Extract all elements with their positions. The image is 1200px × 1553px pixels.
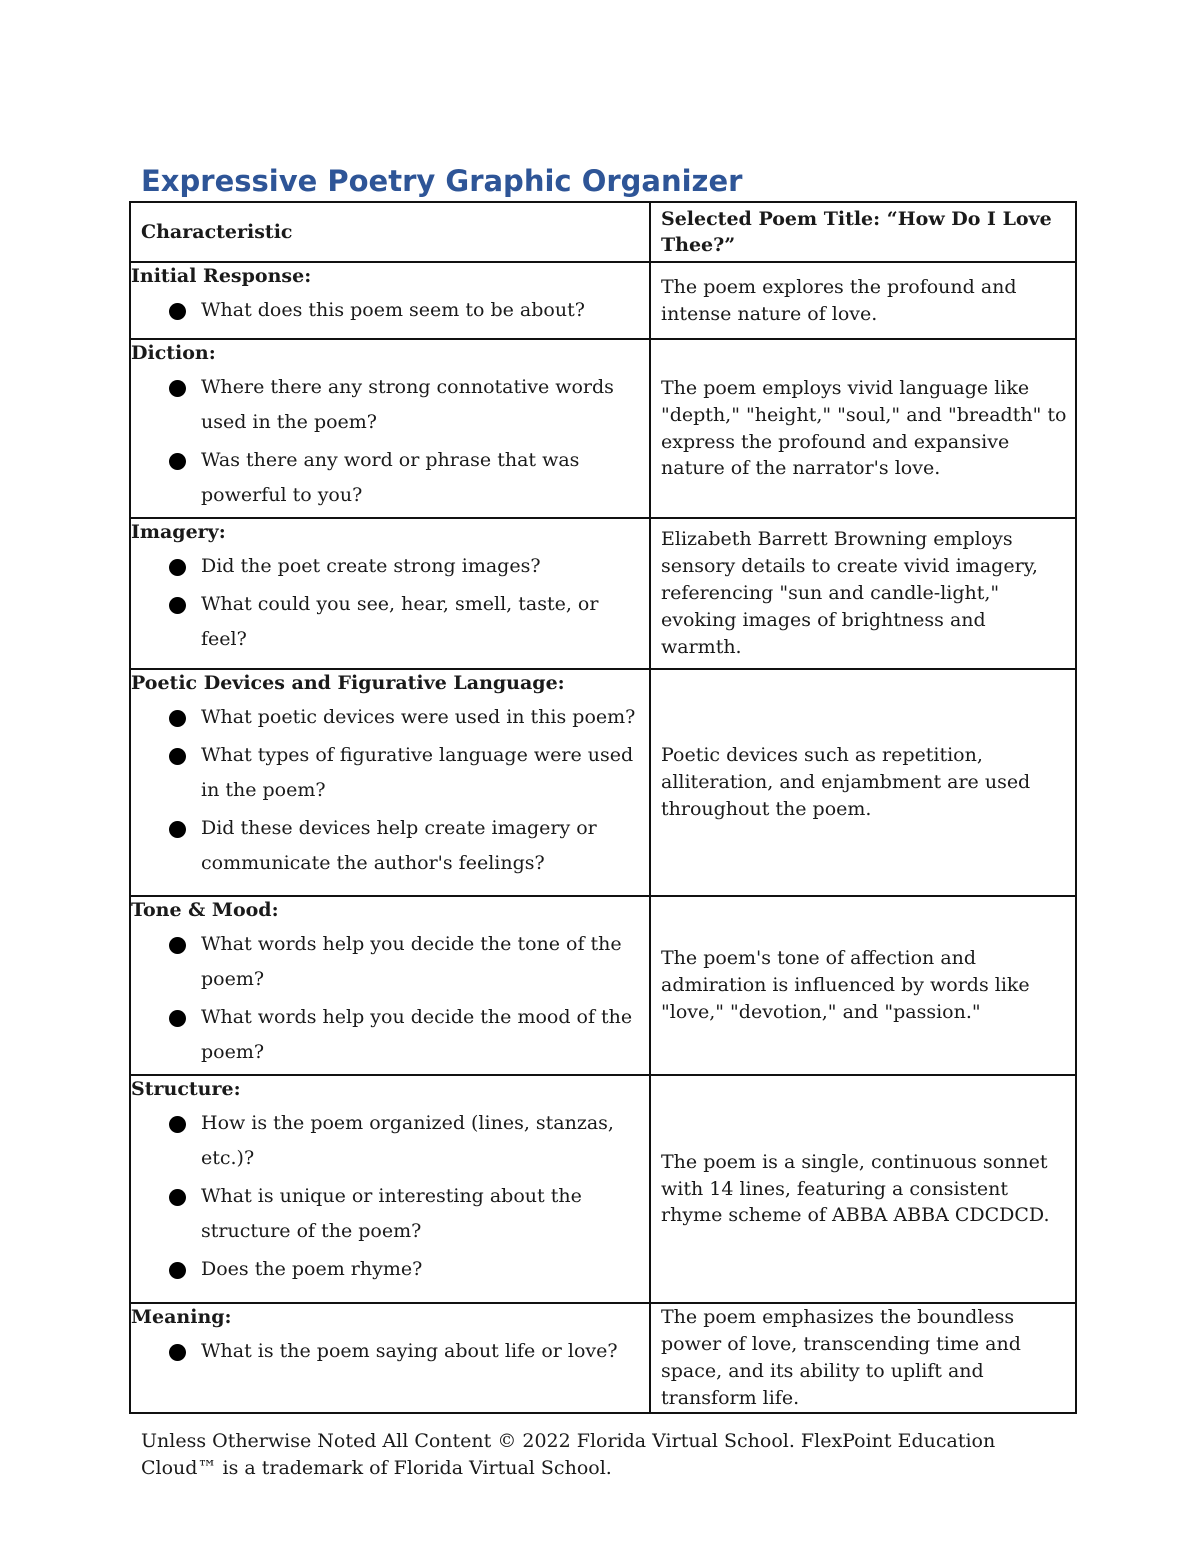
answer-cell[interactable]: The poem is a single, continuous sonnet with 14 lines, featuring a consistent rhyme scheme of ABBA ABBA CDCDCD. (650, 1075, 1076, 1303)
answer-cell[interactable]: Elizabeth Barrett Browning employs sensory details to create vivid imagery, referencing "sun and candle-light," evoking images of brightness and warmth. (650, 518, 1076, 669)
bullet-icon (169, 453, 186, 470)
question-text: What types of figurative language were used in the poem? (201, 743, 634, 801)
copyright-footer: Unless Otherwise Noted All Content © 2022 Florida Virtual School. FlexPoint Education Cloud™ is a trademark of Florida Virtual School. (141, 1430, 996, 1479)
row-heading: Tone & Mood: (131, 899, 279, 921)
row-heading: Poetic Devices and Figurative Language: (131, 672, 565, 694)
question-list (131, 927, 649, 1070)
question-item (131, 587, 649, 657)
header-characteristic: Characteristic (130, 202, 650, 262)
characteristic-cell (130, 518, 650, 669)
question-text: What is the poem saying about life or love? (201, 1339, 618, 1362)
graphic-organizer-table (129, 201, 1077, 1414)
question-text: How is the poem organized (lines, stanzas, etc.)? (201, 1111, 614, 1169)
characteristic-cell (130, 339, 650, 518)
row-heading: Initial Response: (131, 265, 312, 287)
bullet-icon (169, 1010, 186, 1027)
table-row (130, 518, 1076, 669)
question-text: Where there any strong connotative words used in the poem? (201, 375, 614, 433)
question-text: What words help you decide the mood of the poem? (201, 1005, 633, 1063)
question-list (131, 1334, 649, 1369)
question-item (131, 1334, 649, 1369)
question-list (131, 370, 649, 513)
bullet-icon (169, 1189, 186, 1206)
bullet-icon (169, 748, 186, 765)
question-item (131, 1179, 649, 1249)
question-text: Did these devices help create imagery or communicate the author's feelings? (201, 816, 597, 874)
question-list (131, 549, 649, 657)
answer-cell[interactable]: The poem explores the profound and intense nature of love. (650, 262, 1076, 339)
question-item (131, 549, 649, 584)
question-item (131, 927, 649, 997)
table-row (130, 896, 1076, 1075)
question-text: What words help you decide the tone of the poem? (201, 932, 622, 990)
table-row (130, 1303, 1076, 1413)
row-heading: Imagery: (131, 521, 226, 543)
table-row (130, 1075, 1076, 1303)
bullet-icon (169, 1116, 186, 1133)
characteristic-cell (130, 262, 650, 339)
question-text: What does this poem seem to be about? (201, 298, 585, 321)
page-title: Expressive Poetry Graphic Organizer (141, 164, 743, 198)
answer-cell[interactable]: The poem emphasizes the boundless power of love, transcending time and space, and its ability to uplift and transform life. (650, 1303, 1076, 1413)
characteristic-cell (130, 896, 650, 1075)
answer-cell[interactable]: The poem employs vivid language like "depth," "height," "soul," and "breadth" to express the profound and expansive nature of the narrator's love. (650, 339, 1076, 518)
bullet-icon (169, 303, 186, 320)
question-list (131, 293, 649, 328)
table-header-row (130, 202, 1076, 262)
characteristic-cell (130, 669, 650, 896)
question-text: What could you see, hear, smell, taste, or feel? (201, 592, 599, 650)
question-text: What poetic devices were used in this poem? (201, 705, 636, 728)
question-text: Was there any word or phrase that was powerful to you? (201, 448, 580, 506)
table-row (130, 262, 1076, 339)
characteristic-cell (130, 1075, 650, 1303)
question-item (131, 1106, 649, 1176)
question-item (131, 738, 649, 808)
answer-cell[interactable]: The poem's tone of affection and admiration is influenced by words like "love," "devotion," and "passion." (650, 896, 1076, 1075)
row-heading: Meaning: (131, 1306, 232, 1328)
bullet-icon (169, 710, 186, 727)
bullet-icon (169, 1262, 186, 1279)
bullet-icon (169, 937, 186, 954)
row-heading: Structure: (131, 1078, 241, 1100)
question-item (131, 443, 649, 513)
row-heading: Diction: (131, 342, 216, 364)
bullet-icon (169, 597, 186, 614)
question-text: Did the poet create strong images? (201, 554, 541, 577)
question-text: What is unique or interesting about the structure of the poem? (201, 1184, 582, 1242)
bullet-icon (169, 1344, 186, 1361)
header-poem-title: Selected Poem Title: “How Do I Love Thee?” (650, 202, 1076, 262)
question-item (131, 700, 649, 735)
question-text: Does the poem rhyme? (201, 1257, 423, 1280)
bullet-icon (169, 559, 186, 576)
table-row (130, 339, 1076, 518)
question-item (131, 811, 649, 881)
table-row (130, 669, 1076, 896)
question-item (131, 370, 649, 440)
question-item (131, 293, 649, 328)
characteristic-cell (130, 1303, 650, 1413)
question-item (131, 1252, 649, 1287)
bullet-icon (169, 821, 186, 838)
question-list (131, 700, 649, 881)
question-list (131, 1106, 649, 1287)
bullet-icon (169, 380, 186, 397)
question-item (131, 1000, 649, 1070)
answer-cell[interactable]: Poetic devices such as repetition, alliteration, and enjambment are used throughout the poem. (650, 669, 1076, 896)
